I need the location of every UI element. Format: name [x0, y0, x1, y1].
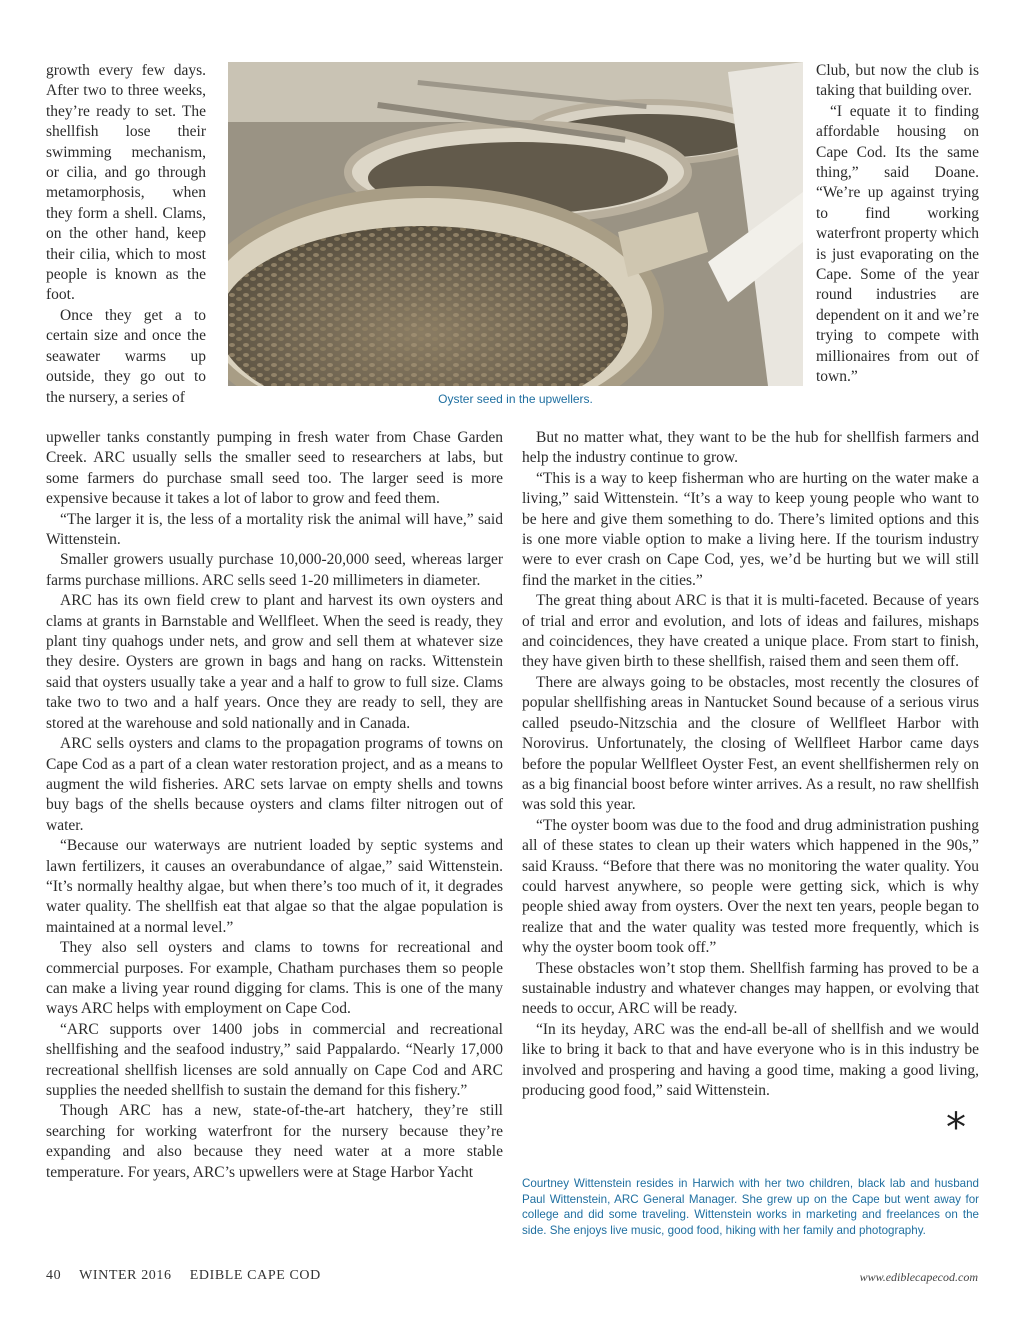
- issue-label: WINTER 2016: [79, 1268, 172, 1283]
- author-bio: Courtney Wittenstein resides in Harwich with her two children, black lab and husband Paul Wittenstein, ARC General Manager. She grew up on the Cape but went away for college and did some traveling. Wittenstein works in marketing and freelances on the side. She enjoys live music, good food, hiking with her family and photography.: [522, 1177, 979, 1237]
- paragraph: growth every few days. After two to three weeks, they’re ready to set. The shellfish lose their swimming mechanism, or cilia, and go through metamorphosis, when they form a shell. Clams, on the other hand, keep their cilia, which to most people is known as the foot.: [46, 62, 206, 304]
- paragraph: “The larger it is, the less of a mortality risk the animal will have,” said Wittenstein.: [46, 510, 503, 549]
- page-footer: [46, 1268, 335, 1284]
- paragraph: “I equate it to finding affordable housing on Cape Cod. Its the same thing,” said Doane. “We’re up against trying to find working waterfront property which is just evaporating on the Cape. Some of the year round industries are dependent on it and we’re trying to compete with millionaires from out of town.”: [816, 102, 979, 386]
- paragraph: “This is a way to keep fisherman who are hurting on the water make a living,” said Wittenstein. “It’s a way to keep young people who want to be here and give them something to do. There’s limited options and this is one more viable option to make a living here. If the tourism industry were to ever crash on Cape Cod, yes, we’d be hurting but we will still find the market in the cities.”: [522, 469, 979, 589]
- paragraph: “Because our waterways are nutrient loaded by septic systems and lawn fertilizers, it causes an overabundance of algae,” said Wittenstein. “It’s normally healthy algae, but when there’s too much of it, it degrades water quality. The shellfish eat that algae so that the algae population is maintained at a normal level.”: [46, 837, 503, 936]
- article-column-left-top: [46, 61, 206, 408]
- article-column-right-top: [816, 61, 979, 388]
- paragraph: ARC has its own field crew to plant and harvest its own oysters and clams at grants in Barnstable and Wellfleet. When the seed is ready, they plant tiny quahogs under nets, and grow and sell them at whatever size they desire. Oysters are grown in bags and hang on racks. Wittenstein said that oysters usually take a year and a half to grow to full size. Clams take two to two and a half years. Once they are ready to sell, they are stored at the warehouse and sold nationally and in Canada.: [46, 592, 503, 732]
- publication-name: EDIBLE CAPE COD: [189, 1268, 321, 1283]
- paragraph: ARC sells oysters and clams to the propagation programs of towns on Cape Cod as a part of a clean water restoration project, and as a means to augment the wild fisheries. ARC sets larvae on empty shells and towns buy bags of the shells because oysters and clams filter nitrogen out of water.: [46, 735, 503, 834]
- paragraph: Once they get a to certain size and once the seawater warms up outside, they go out to the nursery, a series of: [46, 306, 206, 406]
- paragraph: The great thing about ARC is that it is multi-faceted. Because of years of trial and error and evolution, and lots of ideas and failures, mishaps and coincidences, they have created a unique place. From start to finish, they have given birth to these shellfish, raised them and seen them off.: [522, 592, 979, 671]
- paragraph: upweller tanks constantly pumping in fresh water from Chase Garden Creek. ARC usually sells the smaller seed to researchers at labs, but some farmers do purchase small seed too. The larger seed is more expensive because it takes a lot of labor to grow and feed them.: [46, 429, 503, 508]
- paragraph: But no matter what, they want to be the hub for shellfish farmers and help the industry continue to grow.: [522, 429, 979, 467]
- article-column-right: [522, 428, 979, 1101]
- paragraph: There are always going to be obstacles, most recently the closures of popular shellfishing areas in Nantucket Sound because of a serious virus called pseudo-Nitzschia and the closure of Wellfleet Harbor with Norovirus. Unfortunately, the closing of Wellfleet Harbor came days before the popular Wellfleet Oyster Fest, an event shellfishermen rely on as a big financial boost before winter arrives. As a result, no raw shellfish was sold this year.: [522, 673, 979, 814]
- website-link[interactable]: www.ediblecapecod.com: [859, 1270, 978, 1284]
- end-mark-icon: *: [946, 1105, 966, 1151]
- paragraph: Though ARC has a new, state-of-the-art hatchery, they’re still searching for working waterfront for the nursery because they’re expanding and also because they need water at a more stable temperature. For years, ARC’s upwellers were at Stage Harbor Yacht: [46, 1102, 503, 1181]
- paragraph: “The oyster boom was due to the food and drug administration pushing all of these states to clean up their waters which happened in the 90s,” said Krauss. “Before that there was no monitoring the water quality. You could harvest anywhere, so people were getting sick, which is why people shied away from oysters. Over the next ten years, people began to realize that and the water quality was tested more frequently, which is why the oyster boom took off.”: [522, 816, 979, 957]
- photo-caption: Oyster seed in the upwellers.: [438, 392, 593, 406]
- paragraph: Club, but now the club is taking that building over.: [816, 62, 979, 100]
- paragraph: Smaller growers usually purchase 10,000-20,000 seed, whereas larger farms purchase millions. ARC sells seed 1-20 millimeters in diameter.: [46, 551, 503, 589]
- paragraph: “In its heyday, ARC was the end-all be-all of shellfish and we would like to bring it back to that and have everyone who is in this industry be involved and prospering and having a good time, making a good living, producing good food,” said Wittenstein.: [522, 1020, 979, 1099]
- page-number: 40: [46, 1268, 62, 1283]
- oyster-upweller-photo: [228, 62, 803, 386]
- paragraph: These obstacles won’t stop them. Shellfish farming has proved to be a sustainable industry and whatever changes may happen, or evolving that needs to occur, ARC will be ready.: [522, 959, 979, 1018]
- article-column-left: [46, 428, 503, 1183]
- paragraph: “ARC supports over 1400 jobs in commercial and recreational shellfishing and the seafood industry,” said Pappalardo. “Nearly 17,000 recreational shellfish licenses are sold annually on Cape Cod and ARC supplies the needed shellfish to sustain the demand for this fishery.”: [46, 1020, 503, 1099]
- paragraph: They also sell oysters and clams to towns for recreational and commercial purposes. For example, Chatham purchases them so people can make a living year round digging for clams. This is one of the many ways ARC helps with employment on Cape Cod.: [46, 939, 503, 1018]
